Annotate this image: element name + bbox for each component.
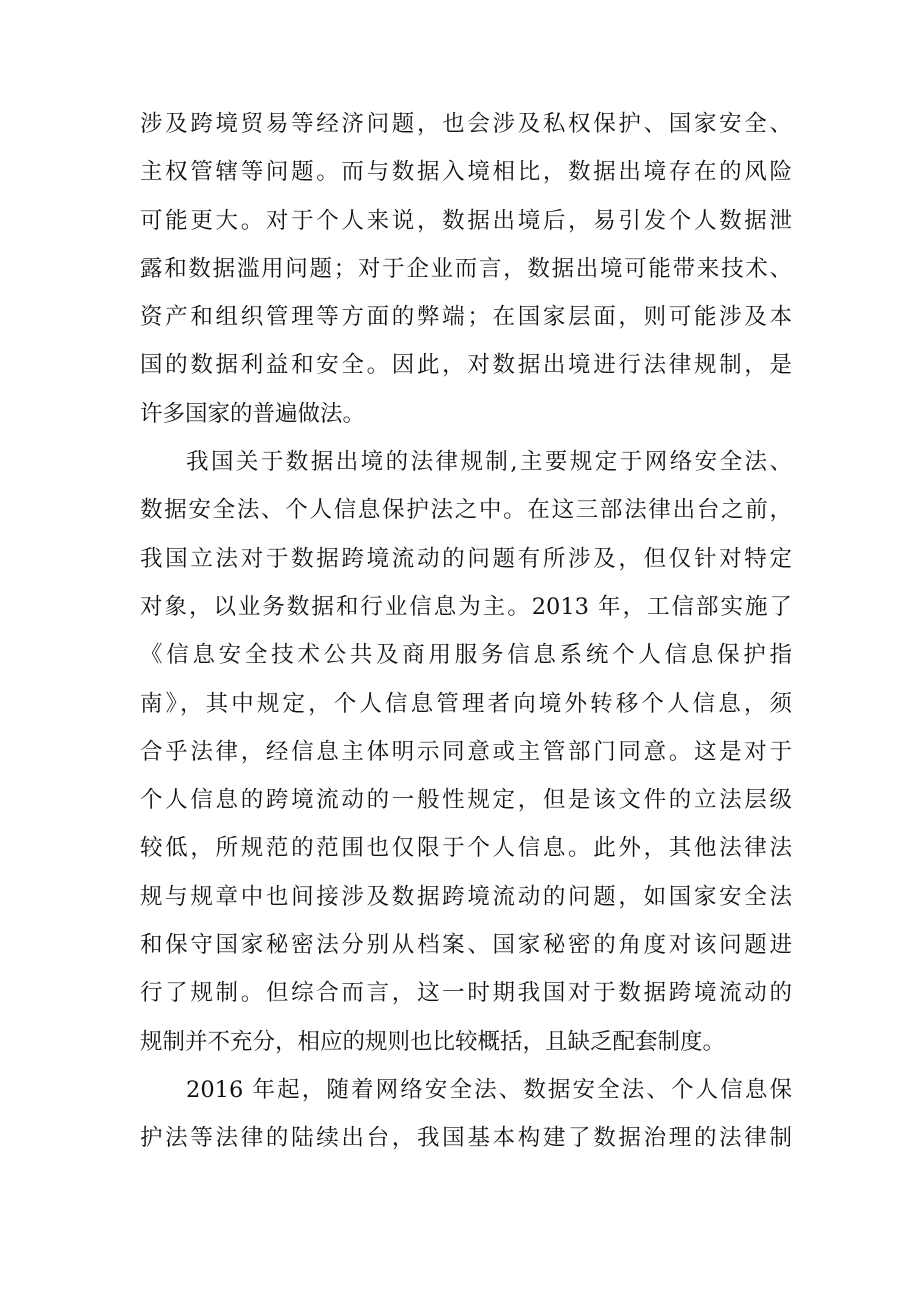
text-line: 和保守国家秘密法分别从档案、国家秘密的角度对该问题进 [140, 932, 792, 959]
text-line: 主权管辖等问题。而与数据入境相比，数据出境存在的风险 [140, 159, 792, 186]
text-line: 国的数据利益和安全。因此，对数据出境进行法律规制，是 [140, 352, 792, 379]
text-line: 我国立法对于数据跨境流动的问题有所涉及，但仅针对特定 [140, 545, 792, 572]
text-line: 对象，以业务数据和行业信息为主。2013 年，工信部实施了 [140, 593, 792, 620]
body-text [140, 100, 792, 1163]
paragraph-first-line: 2016 年起，随着网络安全法、数据安全法、个人信息保 [186, 1076, 792, 1103]
text-line: 涉及跨境贸易等经济问题，也会涉及私权保护、国家安全、 [140, 111, 792, 137]
text-line: 露和数据滥用问题；对于企业而言，数据出境可能带来技术、 [140, 255, 792, 282]
text-line: 数据安全法、个人信息保护法之中。在这三部法律出台之前， [140, 497, 792, 524]
paragraph-first-line: 我国关于数据出境的法律规制,主要规定于网络安全法、 [186, 449, 792, 476]
text-line: 较低，所规范的范围也仅限于个人信息。此外，其他法律法 [140, 835, 792, 862]
text-line: 可能更大。对于个人来说，数据出境后，易引发个人数据泄 [140, 207, 792, 234]
text-line: 规制并不充分，相应的规则也比较概括，且缺乏配套制度。 [140, 1028, 726, 1055]
text-line: 合乎法律，经信息主体明示同意或主管部门同意。这是对于 [140, 738, 792, 765]
text-line: 护法等法律的陆续出台，我国基本构建了数据治理的法律制 [140, 1125, 792, 1152]
text-line: 许多国家的普遍做法。 [140, 400, 366, 427]
text-line: 个人信息的跨境流动的一般性规定，但是该文件的立法层级 [140, 787, 792, 814]
text-line: 资产和组织管理等方面的弊端；在国家层面，则可能涉及本 [140, 304, 792, 331]
text-line: 行了规制。但综合而言，这一时期我国对于数据跨境流动的 [140, 980, 792, 1007]
text-line: 规与规章中也间接涉及数据跨境流动的问题，如国家安全法 [140, 883, 792, 910]
text-line: 南》，其中规定，个人信息管理者向境外转移个人信息，须 [140, 690, 792, 717]
text-line: 《信息安全技术公共及商用服务信息系统个人信息保护指 [140, 642, 792, 669]
